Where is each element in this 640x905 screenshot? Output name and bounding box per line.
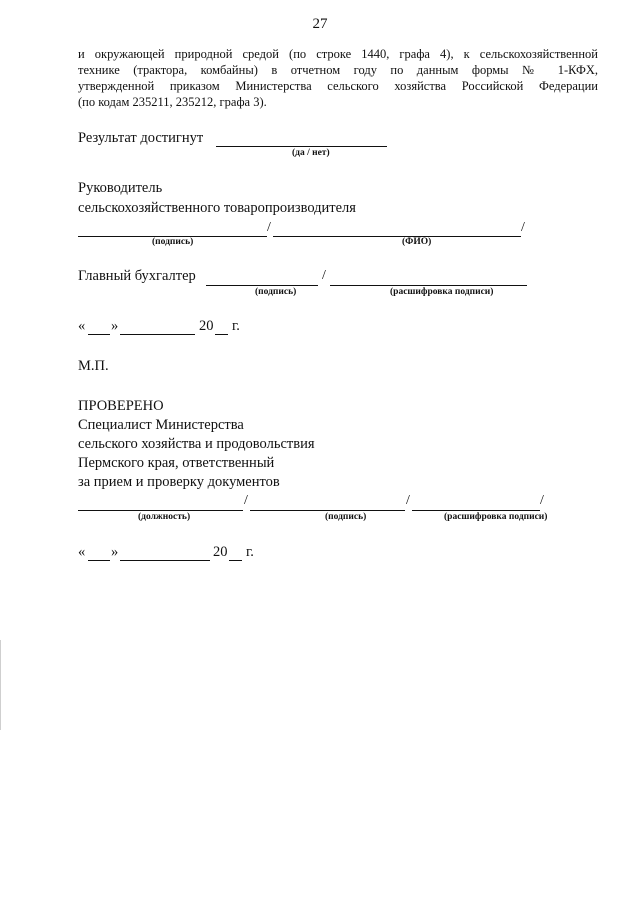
scan-edge-mark [0,640,1,730]
intro-paragraph [78,46,598,110]
accountant-sign-hint: (подпись) [255,287,297,297]
date1-year-line[interactable] [215,334,228,335]
stamp-label: М.П. [78,358,109,374]
date1-open-quote: « [78,318,86,334]
date2-month-line[interactable] [120,560,210,561]
date1-month-line[interactable] [120,334,195,335]
head-sign-hint: (подпись) [152,237,194,247]
checked-sign-line[interactable] [250,510,405,511]
page-number: 27 [312,16,328,32]
intro-line: технике (трактора, комбайны) в отчетном году по данным формы № 1-КФХ, [78,63,598,77]
accountant-sign-line[interactable] [206,285,318,286]
date2-open-quote: « [78,544,86,560]
head-title-line1: Руководитель [78,180,163,196]
checked-end-slash: / [540,493,544,508]
checked-decode-line[interactable] [412,510,540,511]
head-title-line2: сельскохозяйственного товаропроизводителя [78,200,356,216]
date2-year-prefix: 20 [213,544,228,560]
checked-position-hint: (должность) [138,512,191,522]
intro-line: и окружающей природной средой (по строке 1440, графа 4), к сельскохозяйственной [78,47,598,61]
checked-separator-1: / [244,493,248,508]
accountant-decode-hint: (расшифровка подписи) [390,287,494,297]
date1-close-quote: » [111,318,119,334]
accountant-separator: / [322,268,326,283]
date2-close-quote: » [111,544,119,560]
checked-title: ПРОВЕРЕНО [78,398,164,414]
intro-line: утвержденной приказом Министерства сельского хозяйства Российской Федерации [78,79,598,93]
head-name-line[interactable] [273,236,521,237]
head-separator: / [267,220,271,235]
checked-line1: Специалист Министерства [78,417,244,433]
date1-suffix: г. [232,318,240,334]
accountant-label: Главный бухгалтер [78,268,196,284]
checked-line2: сельского хозяйства и продовольствия [78,436,315,452]
date1-year-prefix: 20 [199,318,214,334]
checked-decode-hint: (расшифровка подписи) [444,512,548,522]
intro-line: (по кодам 235211, 235212, графа 3). [78,95,267,109]
result-label: Результат достигнут [78,130,204,146]
checked-line4: за прием и проверку документов [78,474,280,490]
date2-day-line[interactable] [88,560,110,561]
head-name-hint: (ФИО) [402,237,432,247]
checked-position-line[interactable] [78,510,243,511]
date2-suffix: г. [246,544,254,560]
checked-sign-hint: (подпись) [325,512,367,522]
date1-day-line[interactable] [88,334,110,335]
result-hint: (да / нет) [292,148,330,158]
accountant-decode-line[interactable] [330,285,527,286]
result-field-line[interactable] [216,146,387,147]
date2-year-line[interactable] [229,560,242,561]
checked-separator-2: / [406,493,410,508]
head-end-slash: / [521,220,525,235]
checked-line3: Пермского края, ответственный [78,455,275,471]
